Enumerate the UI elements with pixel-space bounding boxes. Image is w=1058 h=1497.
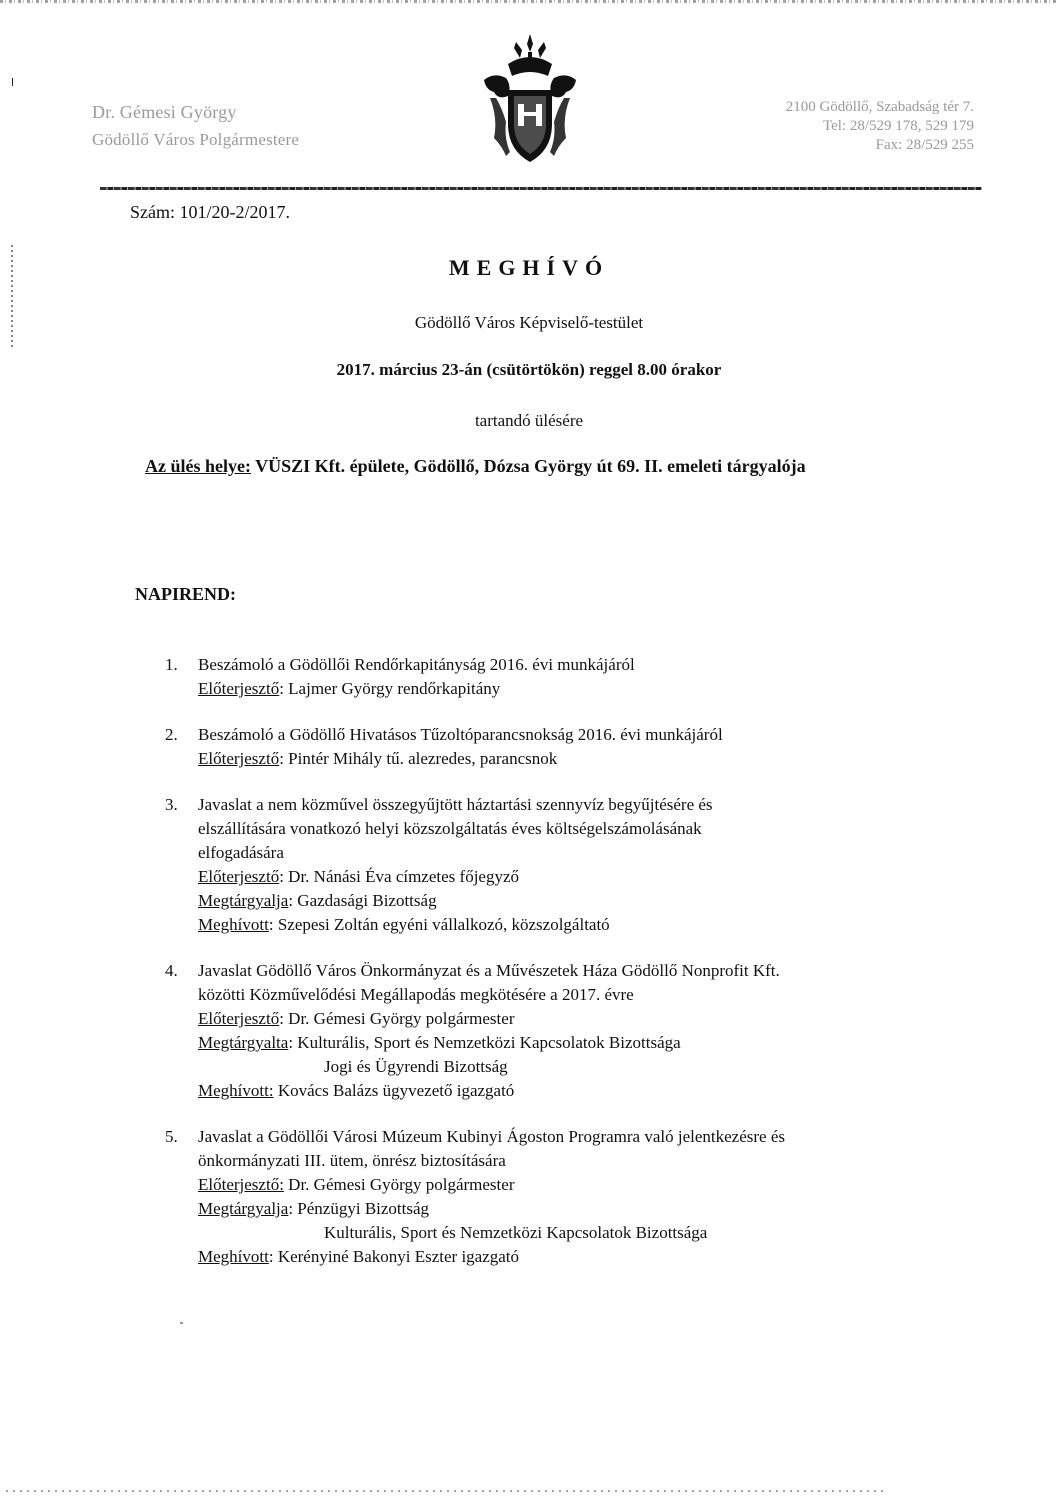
role-key: Megtárgyalja bbox=[198, 891, 289, 910]
role-value: : Dr. Gémesi György polgármester bbox=[279, 1009, 515, 1028]
document-title: MEGHÍVÓ bbox=[448, 255, 610, 280]
meeting-subtitle: tartandó ülésére bbox=[474, 411, 584, 430]
agenda-role bbox=[198, 1007, 985, 1031]
agenda-item-text: Beszámoló a Gödöllői Rendőrkapitányság 2016. évi munkájáról bbox=[198, 655, 635, 674]
phone: Tel: 28/529 178, 529 179 bbox=[822, 118, 974, 134]
agenda-role bbox=[198, 1197, 985, 1221]
meeting-datetime: 2017. március 23-án (csütörtökön) reggel 8.00 órakor bbox=[336, 360, 722, 379]
agenda-item bbox=[165, 723, 985, 771]
role-value: Dr. Gémesi György polgármester bbox=[283, 1175, 515, 1194]
agenda-list bbox=[165, 653, 985, 1291]
scan-artifact-top bbox=[0, 0, 1058, 3]
mayor-office: Gödöllő Város Polgármestere bbox=[92, 130, 300, 149]
venue-value: VÜSZI Kft. épülete, Gödöllő, Dózsa György út 69. II. emeleti tárgyalója bbox=[250, 456, 806, 476]
venue-label: Az ülés helye: bbox=[145, 456, 251, 476]
letterhead-separator bbox=[100, 187, 982, 190]
role-value: : Szepesi Zoltán egyéni vállalkozó, közszolgáltató bbox=[268, 915, 610, 934]
fax: Fax: 28/529 255 bbox=[875, 137, 974, 153]
reference-number: Szám: 101/20-2/2017. bbox=[130, 202, 290, 222]
scan-artifact-bottom bbox=[6, 1490, 886, 1492]
role-value: : Dr. Nánási Éva címzetes főjegyző bbox=[279, 867, 520, 886]
letterhead-right bbox=[786, 98, 974, 155]
role-key: Meghívott: bbox=[198, 1081, 274, 1100]
agenda-item-number: 3. bbox=[165, 795, 178, 814]
role-key: Előterjesztő bbox=[198, 749, 280, 768]
role-key: Meghívott bbox=[198, 1247, 269, 1266]
coat-of-arms-icon bbox=[478, 32, 582, 172]
role-key: Megtárgyalta bbox=[198, 1033, 289, 1052]
role-value: : Gazdasági Bizottság bbox=[288, 891, 437, 910]
letterhead-left bbox=[92, 98, 299, 154]
role-key: Meghívott bbox=[198, 915, 269, 934]
agenda-role bbox=[198, 1031, 985, 1055]
agenda-role bbox=[198, 1245, 985, 1269]
role-key: Előterjesztő: bbox=[198, 1175, 284, 1194]
agenda-item-number: 2. bbox=[165, 725, 178, 744]
role-value: : Kerényiné Bakonyi Eszter igazgató bbox=[268, 1247, 520, 1266]
agenda-item-text: önkormányzati III. ütem, önrész biztosítására bbox=[198, 1151, 506, 1170]
role-key: Megtárgyalja bbox=[198, 1199, 289, 1218]
agenda-item-number: 1. bbox=[165, 655, 178, 674]
agenda-item-text: Javaslat Gödöllő Város Önkormányzat és a Művészetek Háza Gödöllő Nonprofit Kft. bbox=[198, 961, 780, 980]
role-continuation: Kulturális, Sport és Nemzetközi Kapcsolatok Bizottsága bbox=[324, 1223, 708, 1242]
recipient: Gödöllő Város Képviselő-testület bbox=[414, 313, 644, 332]
agenda-item bbox=[165, 653, 985, 701]
mayor-name: Dr. Gémesi György bbox=[92, 102, 237, 122]
agenda-item bbox=[165, 793, 985, 937]
role-value: : Pénzügyi Bizottság bbox=[288, 1199, 430, 1218]
role-key: Előterjesztő bbox=[198, 679, 280, 698]
agenda-item-number: 5. bbox=[165, 1127, 178, 1146]
role-value: : Pintér Mihály tű. alezredes, parancsnok bbox=[279, 749, 558, 768]
agenda-item-text: közötti Közművelődési Megállapodás megkötésére a 2017. évre bbox=[198, 985, 634, 1004]
agenda-item-text: Beszámoló a Gödöllő Hivatásos Tűzoltóparancsnokság 2016. évi munkájáról bbox=[198, 725, 723, 744]
agenda-role bbox=[198, 1173, 985, 1197]
role-value: : Kulturális, Sport és Nemzetközi Kapcsolatok Bizottsága bbox=[288, 1033, 681, 1052]
scan-artifact-speck bbox=[180, 1322, 183, 1324]
role-key: Előterjesztő bbox=[198, 1009, 280, 1028]
role-key: Előterjesztő bbox=[198, 867, 280, 886]
agenda-item-text: Javaslat a nem közművel összegyűjtött háztartási szennyvíz begyűjtésére és bbox=[198, 795, 713, 814]
agenda-role bbox=[198, 747, 985, 771]
agenda-role bbox=[198, 1079, 985, 1103]
role-value: : Lajmer György rendőrkapitány bbox=[279, 679, 501, 698]
agenda-item-text: Javaslat a Gödöllői Városi Múzeum Kubinyi Ágoston Programra való jelentkezésre és bbox=[198, 1127, 785, 1146]
venue bbox=[145, 456, 806, 477]
address: 2100 Gödöllő, Szabadság tér 7. bbox=[785, 99, 974, 115]
agenda-item-text: elszállítására vonatkozó helyi közszolgáltatás éves költségelszámolásának bbox=[198, 819, 702, 838]
agenda-role bbox=[198, 865, 985, 889]
role-value: Kovács Balázs ügyvezető igazgató bbox=[273, 1081, 515, 1100]
agenda-item bbox=[165, 959, 985, 1103]
agenda-item bbox=[165, 1125, 985, 1269]
agenda-item-number: 4. bbox=[165, 961, 178, 980]
agenda-role bbox=[198, 913, 985, 937]
scan-artifact-margin-tick bbox=[12, 78, 13, 86]
agenda-heading: NAPIREND: bbox=[135, 584, 236, 604]
agenda-role bbox=[198, 677, 985, 701]
role-continuation: Jogi és Ügyrendi Bizottság bbox=[324, 1057, 508, 1076]
agenda-item-text: elfogadására bbox=[198, 843, 284, 862]
agenda-role bbox=[198, 889, 985, 913]
